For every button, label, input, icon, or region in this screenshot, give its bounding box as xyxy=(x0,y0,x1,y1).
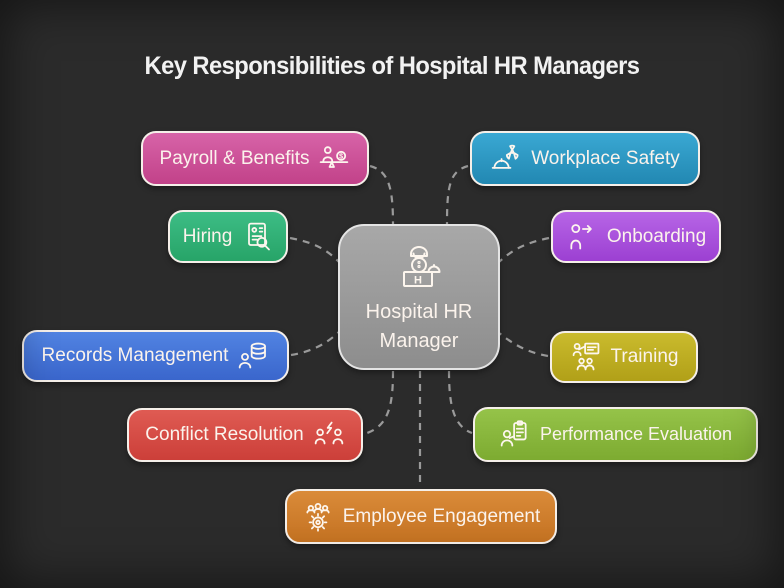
presentation-audience-icon xyxy=(570,341,602,373)
node-label: Performance Evaluation xyxy=(539,424,733,444)
resume-search-icon xyxy=(241,221,273,253)
node-records-management xyxy=(22,330,289,382)
two-people-conflict-icon xyxy=(313,419,345,451)
person-checklist-icon xyxy=(499,419,531,451)
team-gear-icon xyxy=(302,501,334,533)
connector-onboarding xyxy=(499,238,549,262)
connector-payroll xyxy=(370,166,393,225)
connector-conflict xyxy=(364,371,393,434)
node-label-line1: Hospital HR xyxy=(365,301,473,323)
node-onboarding xyxy=(551,210,721,263)
connector-records xyxy=(291,332,339,355)
node-payroll-benefits xyxy=(141,131,369,186)
page-title: Key Responsibilities of Hospital HR Managers xyxy=(144,52,640,80)
hard-hat-radiation-icon xyxy=(490,143,522,175)
node-label: Conflict Resolution xyxy=(145,424,304,445)
svg-text:$: $ xyxy=(339,151,344,160)
node-label: Hiring xyxy=(182,225,233,247)
node-hiring xyxy=(168,210,288,263)
connector-performance xyxy=(449,371,472,433)
node-label: Training xyxy=(610,346,679,367)
svg-text:H: H xyxy=(414,274,422,287)
node-conflict-resolution xyxy=(127,408,363,462)
node-performance-evaluation xyxy=(473,407,758,462)
node-hospital-hr-manager xyxy=(338,224,500,370)
node-workplace-safety xyxy=(470,131,700,186)
connector-training xyxy=(499,333,548,356)
node-label: Payroll & Benefits xyxy=(159,147,310,169)
hr-reception-desk-icon xyxy=(391,240,447,296)
person-database-icon xyxy=(237,340,269,372)
node-label: Records Management xyxy=(41,345,229,366)
node-label: Onboarding xyxy=(606,225,707,247)
node-label: Workplace Safety xyxy=(531,147,680,169)
node-training xyxy=(550,331,698,383)
node-label-line2: Manager xyxy=(379,330,459,352)
person-arrow-right-icon xyxy=(566,221,598,253)
balance-scale-dollar-icon xyxy=(318,143,350,175)
node-label: Employee Engagement xyxy=(342,505,541,527)
connector-hiring xyxy=(290,238,339,262)
connector-workplace-safety xyxy=(447,166,468,225)
node-employee-engagement xyxy=(285,489,557,544)
